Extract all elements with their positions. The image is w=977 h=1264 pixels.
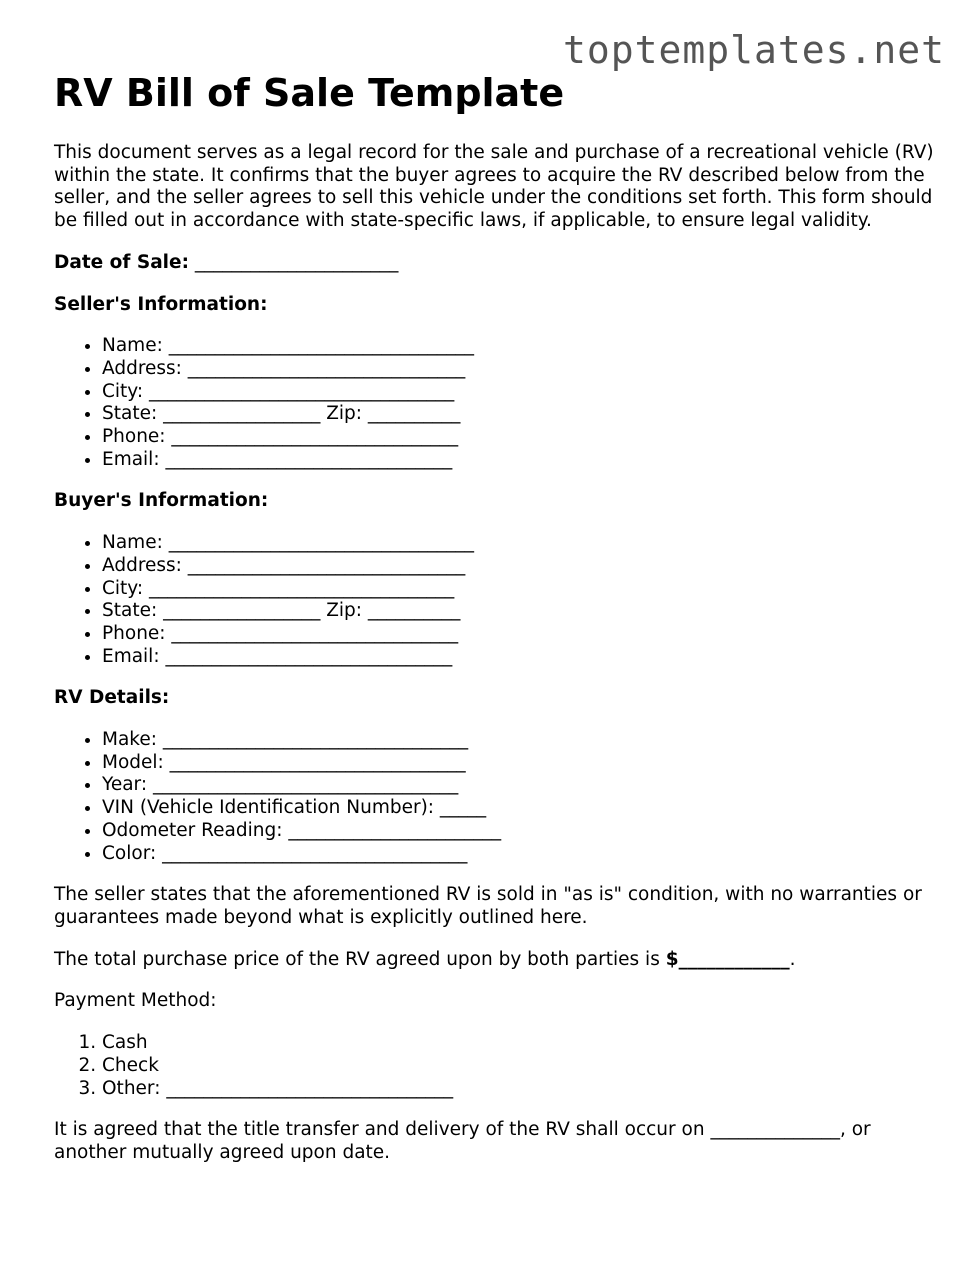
date-of-sale [54, 252, 934, 275]
price-blank[interactable]: $____________ [665, 948, 790, 970]
rv-make-field[interactable]: • Make: _________________________________ [102, 729, 934, 752]
seller-address-field[interactable]: • Address: ______________________________ [102, 358, 934, 381]
transfer-date-blank[interactable]: ______________ [710, 1119, 840, 1141]
payment-option-cash[interactable]: 1. Cash [102, 1032, 934, 1055]
rv-odometer-field[interactable]: • Odometer Reading: _______________________ [102, 820, 934, 843]
rv-model-field[interactable]: • Model: ________________________________ [102, 752, 934, 775]
seller-city-field[interactable]: • City: _________________________________ [102, 381, 934, 404]
buyer-name-field[interactable]: • Name: _________________________________ [102, 532, 934, 555]
rv-details-heading: RV Details: [54, 687, 170, 709]
seller-phone-field[interactable]: • Phone: _______________________________ [102, 426, 934, 449]
buyer-phone-field[interactable]: • Phone: _______________________________ [102, 623, 934, 646]
transfer-statement [54, 1119, 934, 1164]
buyer-city-field[interactable]: • City: _________________________________ [102, 578, 934, 601]
transfer-end: , or another mutually agreed upon date. [54, 1119, 871, 1163]
seller-fields [54, 335, 934, 471]
payment-heading: Payment Method: [54, 990, 217, 1012]
purchase-price [54, 949, 934, 972]
seller-email-field[interactable]: • Email: _______________________________ [102, 449, 934, 472]
transfer-text: It is agreed that the title transfer and delivery of the RV shall occur on [54, 1119, 711, 1141]
rv-details-fields [54, 729, 934, 865]
as-is-statement: The seller states that the aforementioned RV is sold in "as is" condition, with no warranties or guarantees made beyond what is explicitly outlined here. [54, 884, 922, 928]
intro-paragraph: This document serves as a legal record for the sale and purchase of a recreational vehicle (RV) within the state. It confirms that the buyer agrees to acquire the RV described below from the seller, and the seller agrees to sell this vehicle under the conditions set forth. This form should be filled out in accordance with state-specific laws, if applicable, to ensure legal validity. [54, 142, 934, 232]
seller-name-field[interactable]: • Name: _________________________________ [102, 335, 934, 358]
buyer-state-zip-field[interactable]: • State: _________________ Zip: __________ [102, 600, 934, 623]
buyer-fields [54, 532, 934, 668]
seller-heading: Seller's Information: [54, 293, 268, 315]
seller-state-zip-field[interactable]: • State: _________________ Zip: __________ [102, 403, 934, 426]
date-of-sale-label: Date of Sale: [54, 251, 189, 273]
watermark: toptemplates.net [562, 28, 945, 72]
payment-option-other[interactable]: 3. Other: _______________________________ [102, 1078, 934, 1101]
rv-year-field[interactable]: • Year: _________________________________ [102, 774, 934, 797]
document-page [54, 70, 934, 1184]
date-of-sale-blank[interactable]: ______________________ [194, 251, 399, 273]
payment-option-check[interactable]: 2. Check [102, 1055, 934, 1078]
price-end: . [789, 948, 796, 970]
rv-vin-field[interactable]: • VIN (Vehicle Identification Number): _____ [102, 797, 934, 820]
buyer-email-field[interactable]: • Email: _______________________________ [102, 646, 934, 669]
payment-options [54, 1032, 934, 1100]
rv-color-field[interactable]: • Color: _________________________________ [102, 843, 934, 866]
price-text: The total purchase price of the RV agreed upon by both parties is [54, 948, 666, 970]
document-title: RV Bill of Sale Template [54, 71, 565, 115]
buyer-heading: Buyer's Information: [54, 490, 269, 512]
buyer-address-field[interactable]: • Address: ______________________________ [102, 555, 934, 578]
